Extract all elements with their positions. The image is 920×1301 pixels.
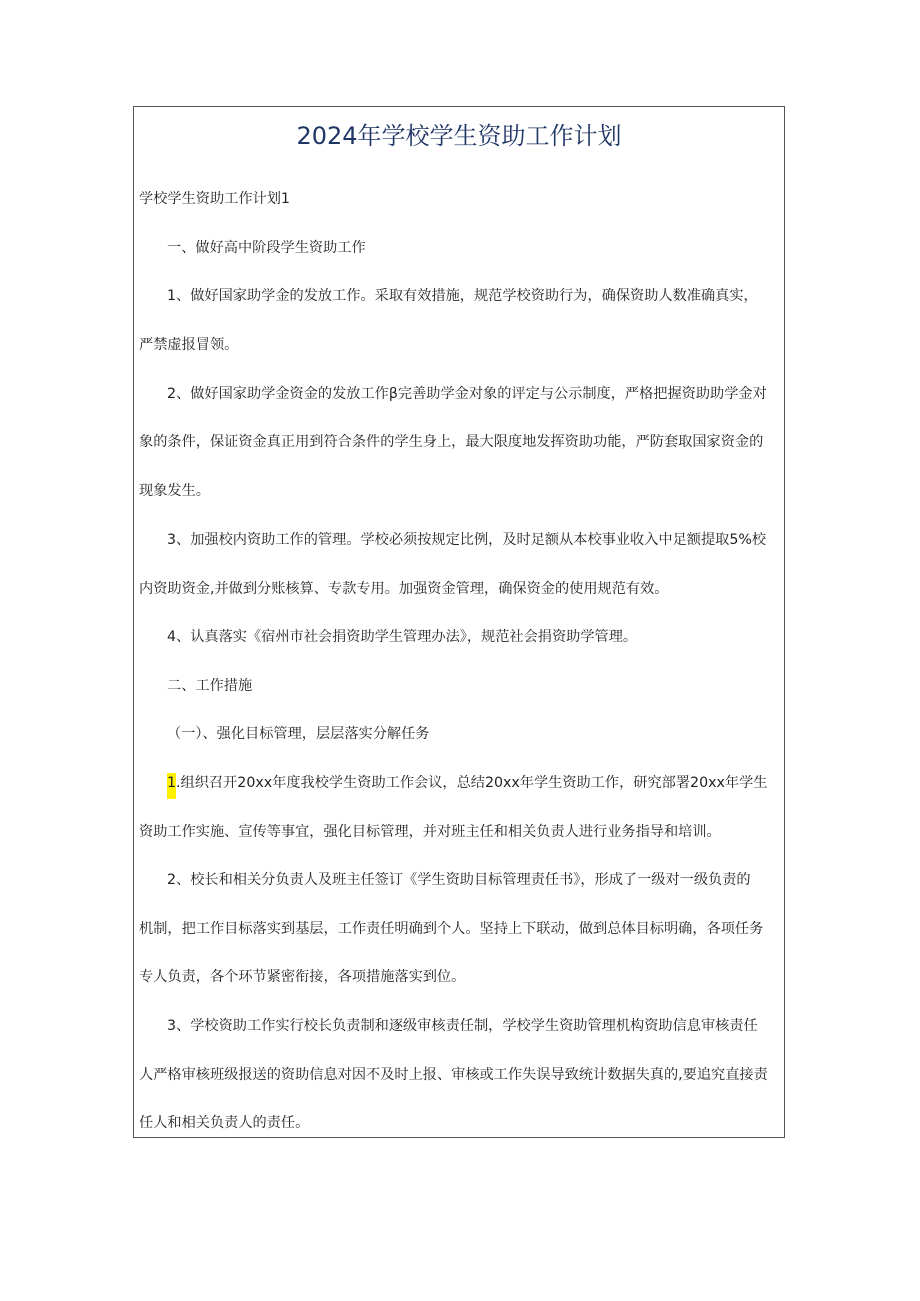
- paragraph-5-line-1-text: .组织召开20xx年度我校学生资助工作会议，总结20xx年学生资助工作，研究部署20xx年学生: [176, 775, 768, 791]
- paragraph-5-line-2: 资助工作实施、宣传等事宜，强化目标管理，并对班主任和相关负责人进行业务指导和培训。: [139, 824, 721, 840]
- paragraph-7-line-3: 任人和相关负责人的责任。: [139, 1115, 310, 1131]
- paragraph-2-line-1: 2、做好国家助学金资金的发放工作β完善助学金对象的评定与公示制度，严格把握资助助学金对: [167, 386, 767, 402]
- paragraph-5-line-1: [167, 772, 767, 794]
- paragraph-1-line-1: 1、做好国家助学金的发放工作。采取有效措施，规范学校资助行为，确保资助人数准确真实，: [167, 288, 758, 304]
- paragraph-1-line-2: 严禁虚报冒领。: [139, 337, 239, 353]
- document-title: 2024年学校学生资助工作计划: [296, 122, 622, 150]
- paragraph-4-line-1: 4、认真落实《宿州市社会捐资助学生管理办法》，规范社会捐资助学管理。: [167, 629, 638, 645]
- document-page: [133, 106, 785, 1138]
- paragraph-2-line-3: 现象发生。: [139, 483, 210, 499]
- paragraph-6-line-1: 2、校长和相关分负责人及班主任签订《学生资助目标管理责任书》，形成了一级对一级负责的: [167, 872, 751, 888]
- heading-part-1: 一、做好高中阶段学生资助工作: [167, 240, 366, 256]
- heading-part-2: 二、工作措施: [167, 678, 253, 694]
- paragraph-3-line-1: 3、加强校内资助工作的管理。学校必须按规定比例，及时足额从本校事业收入中足额提取5%校: [167, 532, 767, 548]
- paragraph-6-line-2: 机制，把工作目标落实到基层，工作责任明确到个人。坚持上下联动，做到总体目标明确，各项任务: [139, 921, 764, 937]
- paragraph-6-line-3: 专人负责，各个环节紧密衔接，各项措施落实到位。: [139, 969, 466, 985]
- paragraph-7-line-1: 3、学校资助工作实行校长负责制和逐级审核责任制，学校学生资助管理机构资助信息审核责任: [167, 1018, 758, 1034]
- paragraph-2-line-2: 象的条件，保证资金真正用到符合条件的学生身上，最大限度地发挥资助功能，严防套取国家资金的: [139, 434, 764, 450]
- section-subtitle: 学校学生资助工作计划1: [139, 191, 290, 207]
- subheading-measure-1: （一）、强化目标管理，层层落实分解任务: [167, 726, 430, 742]
- paragraph-7-line-2: 人严格审核班级报送的资助信息对因不及时上报、审核或工作失误导致统计数据失真的,要追究直接责: [139, 1067, 768, 1083]
- highlighted-number: 1: [167, 773, 176, 799]
- paragraph-3-line-2: 内资助资金,并做到分账核算、专款专用。加强资金管理，确保资金的使用规范有效。: [139, 581, 669, 597]
